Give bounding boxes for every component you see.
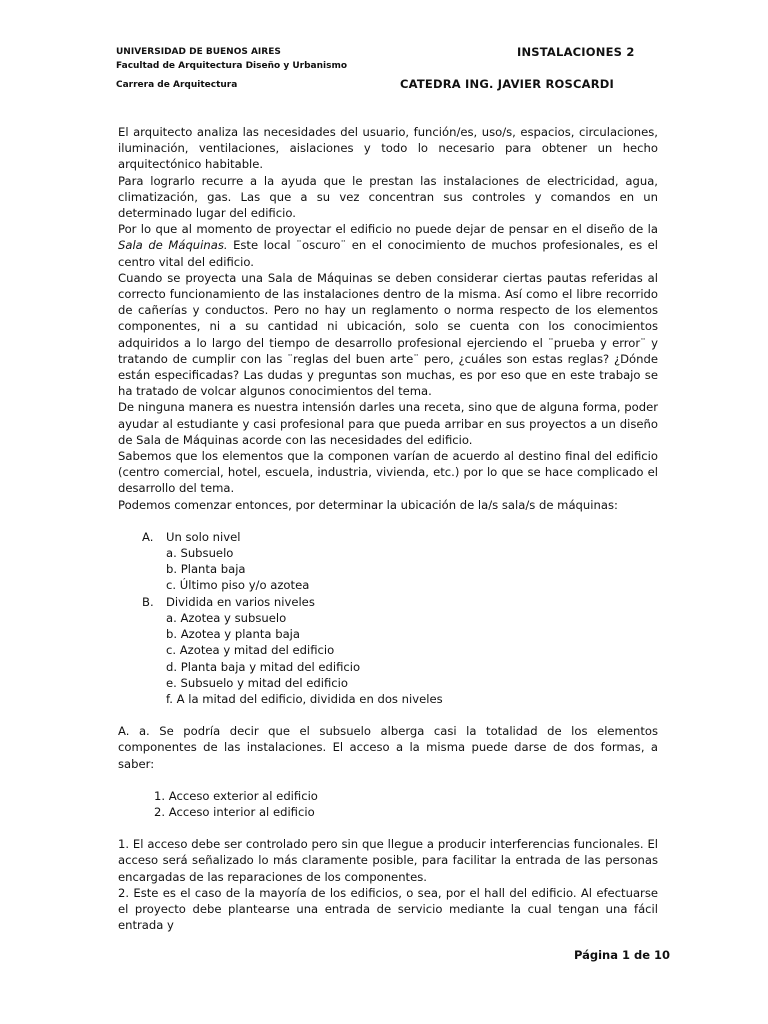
sub-list — [118, 610, 658, 707]
sub-list-item: a. Subsuelo — [166, 546, 234, 561]
paragraph: A. a. Se podría decir que el subsuelo alberga casi la totalidad de los elementos componentes de las instalaciones. El acceso a la misma puede darse de dos formas, a saber: — [118, 724, 658, 771]
paragraph-text: Este local ¨oscuro¨ en el conocimiento de muchos profesionales, es el centro vital del edificio. — [118, 238, 658, 269]
access-list — [118, 788, 658, 820]
list-item-label: Dividida en varios niveles — [166, 594, 315, 609]
list-item-label: Un solo nivel — [166, 529, 241, 544]
paragraph: Podemos comenzar entonces, por determinar la ubicación de la/s sala/s de máquinas: — [118, 497, 618, 512]
list-marker: A. — [142, 529, 154, 544]
list-item — [118, 529, 658, 545]
paragraph: De ninguna manera es nuestra intensión darles una receta, sino que de alguna forma, poder ayudar al estudiante y casi profesional para que pueda arribar en sus proyectos a un diseño de Sala de Máquinas acorde con las necesidades del edificio. — [118, 400, 658, 447]
document-body — [118, 124, 658, 933]
faculty-name: Facultad de Arquitectura Diseño y Urbanismo — [116, 61, 347, 71]
paragraph: 2. Este es el caso de la mayoría de los edificios, o sea, por el hall del edificio. Al efectuarse el proyecto debe plantearse una entrada de servicio mediante la cual tengan una fácil entrada y — [118, 885, 658, 933]
sub-list-item: b. Planta baja — [166, 562, 246, 577]
paragraph-text: Por lo que al momento de proyectar el edificio no puede dejar de pensar en el diseño de la — [118, 222, 658, 237]
sub-list-item: d. Planta baja y mitad del edificio — [166, 659, 361, 674]
location-list — [118, 594, 658, 610]
university-name: UNIVERSIDAD DE BUENOS AIRES — [116, 47, 281, 57]
list-item: 2. Acceso interior al edificio — [154, 804, 315, 819]
paragraph: Sabemos que los elementos que la componen varían de acuerdo al destino final del edificio (centro comercial, hotel, escuela, industria, vivienda, etc.) por lo que se hace complicado el desarrollo del tema. — [118, 449, 658, 496]
sub-list-item: e. Subsuelo y mitad del edificio — [166, 675, 348, 690]
emphasis-text: Sala de Máquinas. — [118, 238, 228, 253]
paragraph: 1. El acceso debe ser controlado pero sin que llegue a producir interferencias funcionales. El acceso será señalizado lo más claramente posible, para facilitar la entrada de las personas encargadas de las reparaciones de los componentes. — [118, 837, 658, 884]
list-item — [118, 594, 658, 610]
list-item: 1. Acceso exterior al edificio — [154, 788, 318, 803]
paragraph: Para lograrlo recurre a la ayuda que le prestan las instalaciones de electricidad, agua, climatización, gas. Las que a su vez concentran sus controles y comandos en un determinado lugar del edificio. — [118, 173, 658, 221]
paragraph: Cuando se proyecta una Sala de Máquinas se deben considerar ciertas pautas referidas al correcto funcionamiento de las instalaciones dentro de la misma. Así como el libre recorrido de cañerías y conductos. Pero no hay un reglamento o norma respecto de los elementos componentes, ni a su cantidad ni ubicación, solo se cuenta con los conocimientos adquiridos a lo largo del tiempo de desarrollo profesional ejerciendo el ¨prueba y error¨ y tratando de cumplir con las ¨reglas del buen arte¨ pero, ¿cuáles son estas reglas? ¿Dónde están especificadas? Las dudas y preguntas son muchas, es por eso que en este trabajo se ha tratado de volcar algunos conocimientos del tema. — [118, 270, 658, 399]
list-marker: B. — [142, 594, 154, 609]
sub-list-item: f. A la mitad del edificio, dividida en dos niveles — [166, 691, 443, 706]
sub-list — [118, 545, 658, 594]
paragraph: El arquitecto analiza las necesidades del usuario, función/es, uso/s, espacios, circulaciones, iluminación, ventilaciones, aislaciones y todo lo necesario para obtener un hecho arquitectónico habitable. — [118, 125, 658, 172]
sub-list-item: b. Azotea y planta baja — [166, 627, 301, 642]
location-list — [118, 529, 658, 545]
sub-list-item: a. Azotea y subsuelo — [166, 610, 287, 625]
course-title: INSTALACIONES 2 — [517, 45, 635, 59]
paragraph — [118, 221, 658, 270]
sub-list-item: c. Azotea y mitad del edificio — [166, 643, 335, 658]
career-name: Carrera de Arquitectura — [116, 80, 238, 90]
chair-title: CATEDRA ING. JAVIER ROSCARDI — [400, 77, 614, 91]
sub-list-item: c. Último piso y/o azotea — [166, 578, 310, 593]
page-number: Página 1 de 10 — [574, 948, 671, 962]
